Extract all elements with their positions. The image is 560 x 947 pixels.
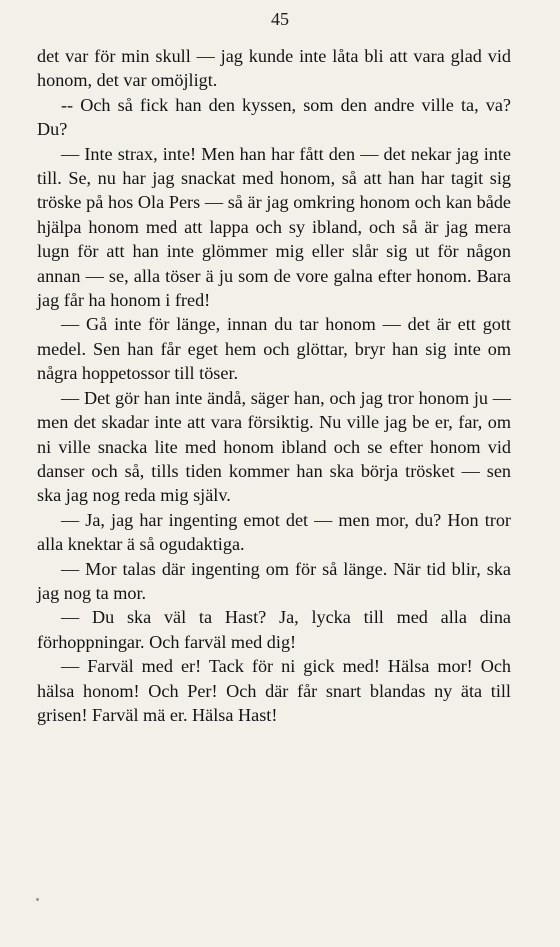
paragraph: — Gå inte för länge, innan du tar honom — det är ett gott medel. Sen han får eget hem och glöttar, bryr han sig inte om några hoppetossor till töser. (37, 314, 511, 384)
paragraph: det var för min skull — jag kunde inte låta bli att vara glad vid honom, det var omöjligt. (37, 46, 511, 91)
body-text (37, 44, 511, 727)
paragraph: — Du ska väl ta Hast? Ja, lycka till med alla dina förhoppningar. Och farväl med dig! (37, 607, 511, 652)
paragraph: — Inte strax, inte! Men han har fått den — det nekar jag inte till. Se, nu har jag snackat med honom, så att han har tagit sig tröske på hos Ola Pers — så är jag omkring honom och kan både hjälpa honom med att lappa och sy ibland, och så är jag mera lugn för att han inte glömmer mig eller slår sig ut för någon annan — se, alla töser ä ju som de vore galna efter honom. Bara jag får ha honom i fred! (37, 143, 511, 311)
paragraph: — Ja, jag har ingenting emot det — men mor, du? Hon tror alla knektar ä så ogudaktiga. (37, 509, 511, 555)
paragraph: — Det gör han inte ändå, säger han, och jag tror honom ju — men det skadar inte att vara försiktig. Nu ville jag be er, far, om ni ville snacka lite med honom ibland och se efter honom vid danser och så, tills tiden kommer han ska börja trösket — sen ska jag nog reda mig själv. (37, 387, 511, 506)
paragraph: -- Och så fick han den kyssen, som den andre ville ta, va? Du? (37, 94, 511, 140)
paragraph: — Mor talas där ingenting om för så länge. När tid blir, ska jag nog ta mor. (37, 558, 511, 603)
paragraph: — Farväl med er! Tack för ni gick med! Hälsa mor! Och hälsa honom! Och Per! Och där får snart blandas ny äta till grisen! Farväl mä er. Hälsa Hast! (37, 656, 511, 725)
page-number: 45 (271, 9, 289, 29)
print-speck (36, 898, 39, 901)
